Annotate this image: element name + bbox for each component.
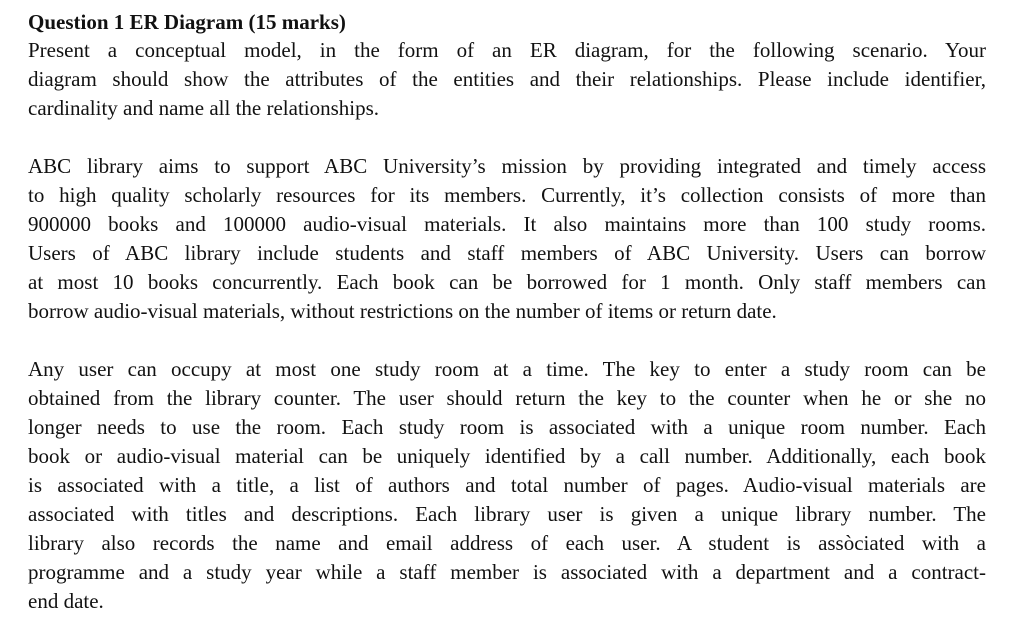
text-line: Present a conceptual model, in the form of an ER diagram, for the following scenario. Your xyxy=(28,38,986,62)
text-line: cardinality and name all the relationships. xyxy=(28,96,380,120)
text-line: at most 10 books concurrently. Each book can be borrowed for 1 month. Only staff members can xyxy=(28,270,986,294)
scenario-paragraph-1 xyxy=(28,152,986,326)
document-page xyxy=(28,8,986,616)
text-line: longer needs to use the room. Each study room is associated with a unique room number. Each xyxy=(28,415,986,439)
instructions-paragraph xyxy=(28,36,986,123)
text-line: obtained from the library counter. The user should return the key to the counter when he or she no xyxy=(28,386,986,410)
text-line: ABC library aims to support ABC University’s mission by providing integrated and timely access xyxy=(28,154,986,178)
text-line: library also records the name and email address of each user. A student is assòciated with a xyxy=(28,531,986,555)
paragraph-gap xyxy=(28,326,986,355)
paragraph-gap xyxy=(28,123,986,152)
text-line: is associated with a title, a list of authors and total number of pages. Audio-visual materials are xyxy=(28,473,986,497)
text-line: to high quality scholarly resources for its members. Currently, it’s collection consists of more than xyxy=(28,183,986,207)
text-line: programme and a study year while a staff member is associated with a department and a contract- xyxy=(28,560,986,584)
text-line: end date. xyxy=(28,589,104,613)
text-line: Any user can occupy at most one study room at a time. The key to enter a study room can be xyxy=(28,357,986,381)
question-title: Question 1 ER Diagram (15 marks) xyxy=(28,10,346,34)
text-line: 900000 books and 100000 audio-visual materials. It also maintains more than 100 study rooms. xyxy=(28,212,986,236)
text-line: diagram should show the attributes of the entities and their relationships. Please include identifier, xyxy=(28,67,986,91)
text-line: borrow audio-visual materials, without restrictions on the number of items or return date. xyxy=(28,299,777,323)
scenario-paragraph-2 xyxy=(28,355,986,616)
text-line: associated with titles and descriptions. Each library user is given a unique library number. The xyxy=(28,502,986,526)
text-line: Users of ABC library include students and staff members of ABC University. Users can borrow xyxy=(28,241,986,265)
text-line: book or audio-visual material can be uniquely identified by a call number. Additionally, each book xyxy=(28,444,986,468)
